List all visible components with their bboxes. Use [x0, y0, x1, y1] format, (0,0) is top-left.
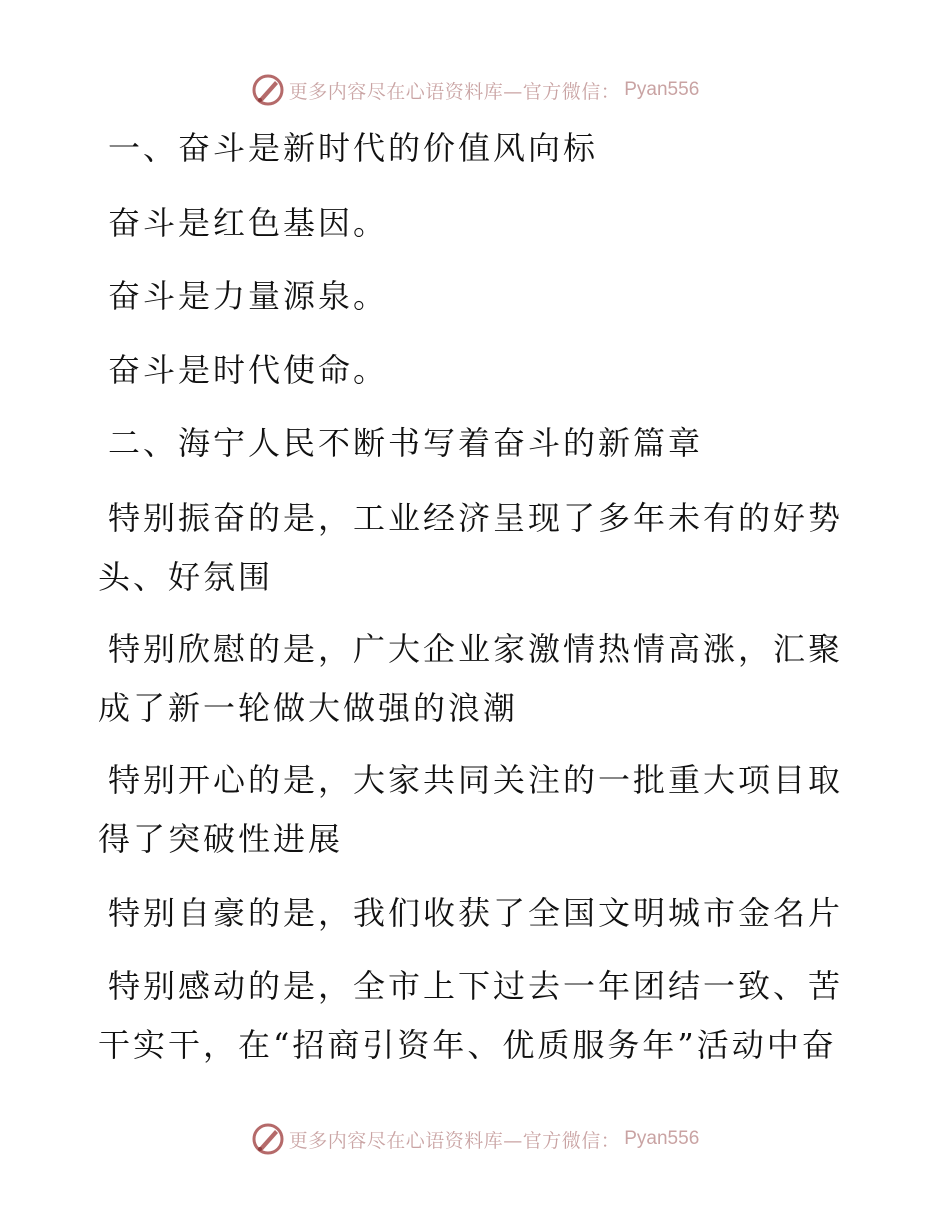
header-watermark — [0, 70, 950, 110]
paragraph-line: 特别开心的是，大家共同关注的一批重大项目取 — [108, 761, 844, 799]
watermark-wechat-id: Pyan556 — [624, 79, 700, 100]
paragraph-line: 干实干，在“招商引资年、优质服务年”活动中奋 — [98, 1026, 837, 1064]
paragraph-line: 得了突破性进展 — [98, 820, 344, 858]
watermark-text: 更多内容尽在心语资料库—官方微信： — [288, 80, 621, 103]
paragraph-line: 奋斗是时代使命。 — [108, 351, 389, 389]
quill-pen-circle-icon — [251, 73, 285, 107]
paragraph-line: 特别振奋的是，工业经济呈现了多年未有的好势 — [108, 499, 844, 537]
paragraph-line: 特别感动的是，全市上下过去一年团结一致、苦 — [108, 967, 844, 1005]
paragraph-line: 奋斗是红色基因。 — [108, 204, 389, 242]
paragraph-line: 特别自豪的是，我们收获了全国文明城市金名片 — [108, 894, 844, 932]
footer-watermark — [0, 1119, 950, 1159]
heading-1: 一、奋斗是新时代的价值风向标 — [108, 129, 599, 167]
watermark-wechat-id: Pyan556 — [624, 1128, 700, 1149]
heading-2: 二、海宁人民不断书写着奋斗的新篇章 — [108, 424, 704, 462]
quill-pen-circle-icon — [251, 1122, 285, 1156]
paragraph-line: 特别欣慰的是，广大企业家激情热情高涨，汇聚 — [108, 630, 844, 668]
paragraph-line: 成了新一轮做大做强的浪潮 — [98, 689, 519, 727]
paragraph-line: 头、好氛围 — [98, 558, 274, 596]
paragraph-line: 奋斗是力量源泉。 — [108, 277, 389, 315]
watermark-text: 更多内容尽在心语资料库—官方微信： — [288, 1129, 621, 1152]
